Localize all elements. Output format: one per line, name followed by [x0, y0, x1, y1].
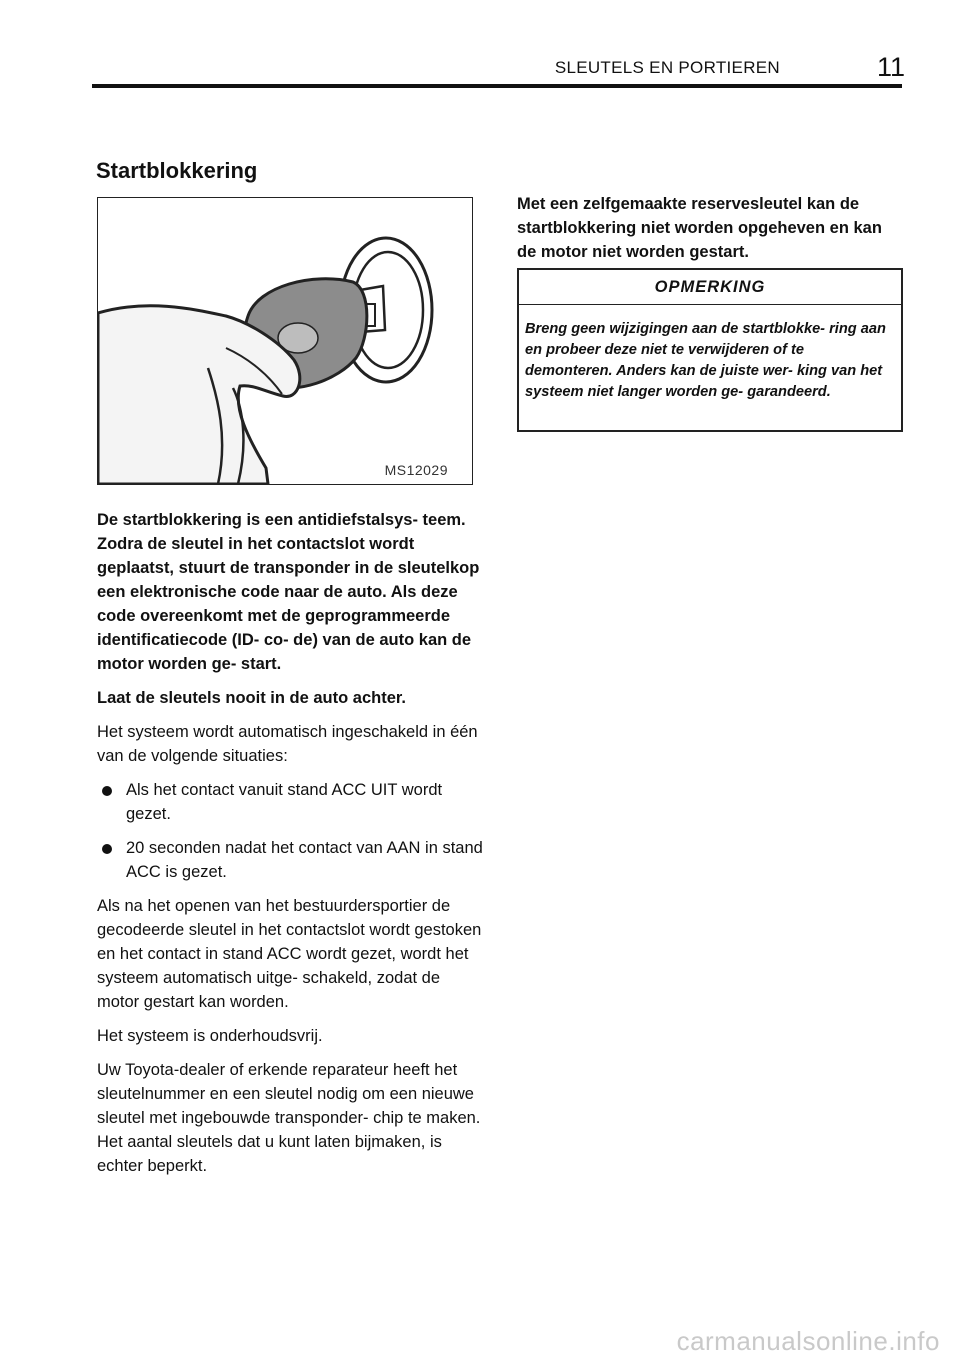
list-item	[97, 836, 485, 884]
note-text: Breng geen wijzigingen aan de startblokke- ring aan en probeer deze niet te verwijderen of te demonteren. Anders kan de juiste wer- king van het systeem niet langer worden ge- garandeerd.	[525, 321, 886, 400]
deactivation-paragraph: Als na het openen van het bestuurdersportier de gecodeerde sleutel in het contactslot wordt gestoken en het contact in stand ACC wordt gezet, wordt het systeem automatisch uitge- schakeld, zodat de motor gestart kan worden.	[97, 897, 482, 1011]
header-rule	[92, 84, 902, 88]
section-title: Startblokkering	[96, 158, 258, 183]
dealer-paragraph: Uw Toyota-dealer of erkende reparateur heeft het sleutelnummer en een sleutel nodig om een nieuwe sleutel met ingebouwde transponder- chip te maken. Het aantal sleutels dat u kunt laten bijmaken, is echter beperkt.	[97, 1061, 481, 1175]
situations-list	[97, 778, 485, 884]
note-box	[517, 268, 903, 432]
intro-paragraph: De startblokkering is een antidiefstalsys- teem. Zodra de sleutel in het contactslot wordt geplaatst, stuurt de transponder in de sleutelkop een elektronische code naar de auto. Als deze code overeenkomt met de geprogrammeerde identificatiecode (ID- co- de) van de auto kan de motor worden ge- start.	[97, 511, 480, 673]
bullet-dot-icon	[102, 844, 112, 854]
right-column	[517, 192, 905, 264]
list-item-text: Als het contact vanuit stand ACC UIT wordt gezet.	[126, 781, 443, 823]
key-in-ignition-illustration	[98, 198, 472, 484]
header-section-title: SLEUTELS EN PORTIEREN	[554, 58, 780, 77]
maintenance-paragraph: Het systeem is onderhoudsvrij.	[97, 1027, 323, 1045]
spare-key-paragraph: Met een zelfgemaakte reservesleutel kan de startblokkering niet worden opgeheven en kan de motor niet worden gestart.	[517, 195, 882, 261]
note-title: OPMERKING	[519, 270, 901, 305]
left-column	[97, 508, 485, 1188]
figure-key-ignition	[97, 197, 473, 485]
situations-intro: Het systeem wordt automatisch ingeschakeld in één van de volgende situaties:	[97, 723, 478, 765]
bullet-dot-icon	[102, 786, 112, 796]
list-item	[97, 778, 485, 826]
figure-code: MS12029	[384, 462, 448, 478]
header-page-number: 11	[876, 52, 905, 82]
watermark: carmanualsonline.info	[676, 1326, 940, 1356]
warning-paragraph: Laat de sleutels nooit in de auto achter.	[97, 689, 406, 707]
list-item-text: 20 seconden nadat het contact van AAN in stand ACC is gezet.	[126, 839, 483, 881]
